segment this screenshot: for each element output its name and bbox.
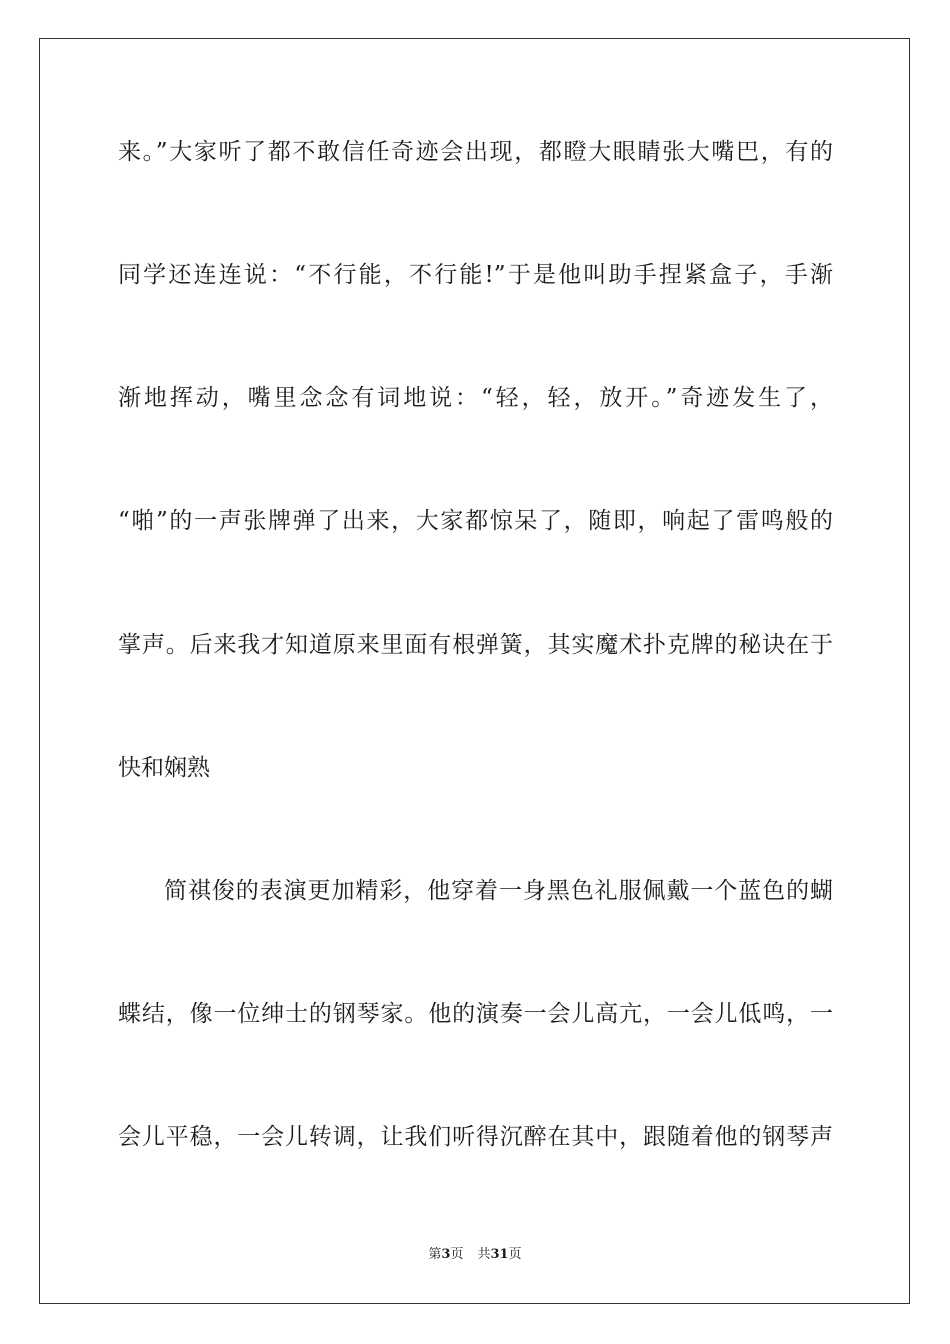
body-line-7: 简祺俊的表演更加精彩，他穿着一身黑色礼服佩戴一个蓝色的蝴 — [164, 878, 833, 904]
body-line-9: 会儿平稳，一会儿转调，让我们听得沉醉在其中，跟随着他的钢琴声 — [118, 1124, 833, 1150]
body-line-3: 渐地挥动，嘴里念念有词地说：“轻，轻，放开。”奇迹发生了， — [118, 385, 833, 411]
body-line-6: 快和娴熟 — [118, 755, 210, 781]
body-line-2: 同学还连连说：“不行能，不行能!”于是他叫助手捏紧盒子，手渐 — [118, 262, 833, 288]
body-line-5: 掌声。后来我才知道原来里面有根弹簧，其实魔术扑克牌的秘诀在于 — [118, 632, 833, 658]
page-footer — [0, 1246, 950, 1264]
body-line-1: 来。”大家听了都不敢信任奇迹会出现，都瞪大眼睛张大嘴巴，有的 — [118, 139, 833, 165]
body-line-4: “啪”的一声张牌弹了出来，大家都惊呆了，随即，响起了雷鸣般的 — [118, 508, 833, 534]
total-pages: 31 — [490, 1247, 509, 1262]
total-prefix: 共 — [477, 1247, 491, 1262]
page-suffix: 页 — [450, 1247, 464, 1262]
total-suffix: 页 — [508, 1247, 522, 1262]
page-border — [39, 38, 910, 1304]
page-number: 3 — [441, 1247, 451, 1262]
body-line-8: 蝶结，像一位绅士的钢琴家。他的演奏一会儿高亢，一会儿低鸣，一 — [118, 1001, 833, 1027]
page-prefix: 第 — [428, 1247, 442, 1262]
